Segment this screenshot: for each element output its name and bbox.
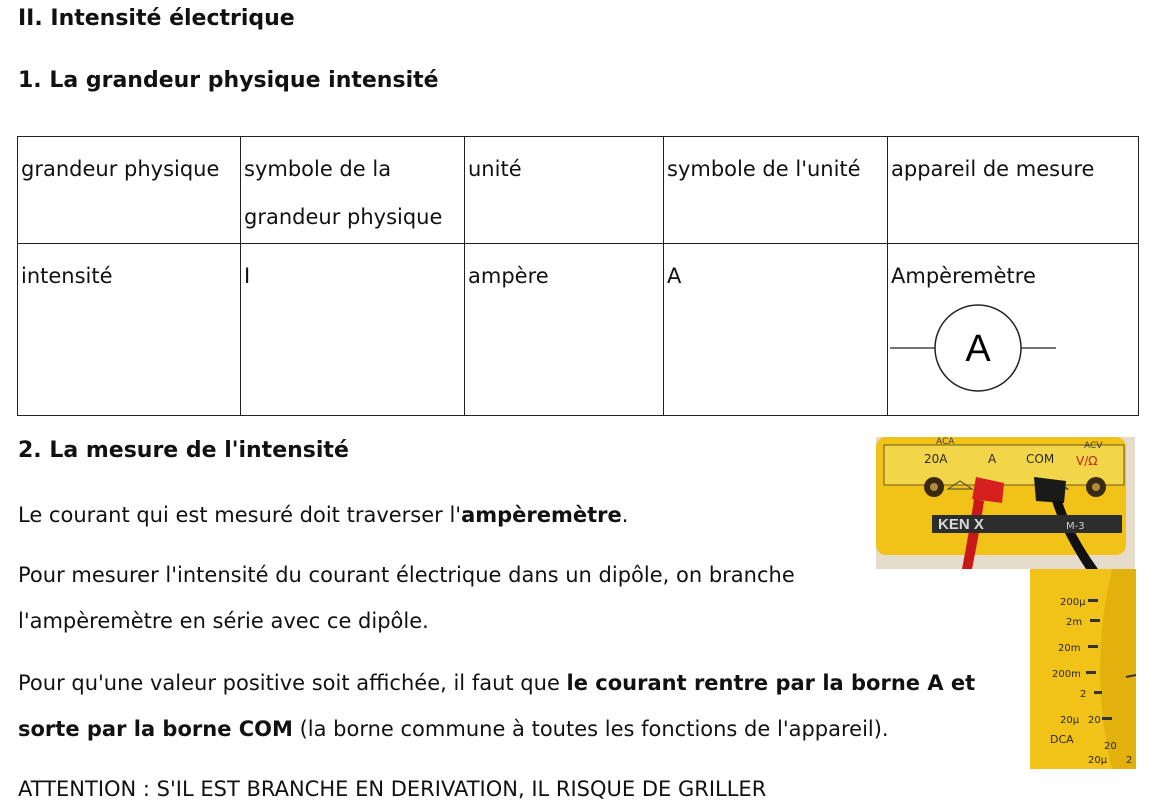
photo-label: COM [1026, 452, 1055, 466]
photo-label: 2m [1066, 617, 1083, 628]
table-header-cell: unité [465, 137, 664, 244]
bold-text: le courant rentre par la borne A et [566, 671, 976, 695]
paragraph-1 [18, 492, 628, 538]
warning-text: ATTENTION : S'IL EST BRANCHE EN DERIVATION, IL RISQUE DE GRILLER [18, 777, 767, 801]
photo-label: V/Ω [1076, 454, 1098, 468]
text-line: Pour mesurer l'intensité du courant électrique dans un dipôle, on branche [18, 563, 795, 587]
table-cell: intensité [18, 244, 241, 416]
text-line: l'ampèremètre en série avec ce dipôle. [18, 609, 429, 633]
photo-label: 2 [1126, 755, 1133, 766]
text-span: Pour qu'une valeur positive soit affichée, il faut que [18, 671, 567, 695]
table-header-cell: symbole de l'unité [664, 137, 888, 244]
multimeter-dial-photo [1030, 569, 1136, 769]
quantity-table [17, 136, 1139, 416]
table-header-cell: symbole de la grandeur physique [241, 137, 465, 244]
photo-label: 20 [1104, 741, 1117, 752]
section-heading: II. Intensité électrique [18, 6, 295, 31]
photo-label: DCA [1050, 733, 1074, 746]
text-span: (la borne commune à toutes les fonctions de l'appareil). [292, 717, 889, 741]
table-cell: A [664, 244, 888, 416]
photo-label: A [988, 452, 997, 466]
subsection-heading-2: 2. La mesure de l'intensité [18, 438, 349, 463]
table-row [18, 244, 1139, 416]
photo-label: 200µ [1060, 597, 1086, 608]
paragraph-3 [18, 660, 975, 752]
table-cell: I [241, 244, 465, 416]
photo-label: 2 [1080, 689, 1087, 700]
paragraph-2 [18, 552, 795, 644]
photo-label: 20µ [1060, 715, 1080, 726]
table-cell: Ampèremètre [888, 244, 1139, 416]
text-span: Le courant qui est mesuré doit traverser l' [18, 503, 462, 527]
bold-text: sorte par la borne COM [18, 717, 293, 741]
photo-label: 20µ [1088, 755, 1108, 766]
photo-label: 200m [1052, 669, 1081, 680]
multimeter-terminals-photo [876, 437, 1135, 569]
subsection-heading-1: 1. La grandeur physique intensité [18, 68, 439, 93]
photo-label: ACA [936, 437, 955, 447]
table-cell: ampère [465, 244, 664, 416]
photo-label: 20 [1088, 715, 1101, 726]
photo-label: 20A [924, 452, 948, 466]
photo-label: KEN X [938, 516, 984, 533]
photo-label: M-3 [1066, 521, 1085, 532]
bold-text: ampèremètre [461, 503, 622, 527]
text-span: . [621, 503, 629, 527]
table-header-cell: appareil de mesure [888, 137, 1139, 244]
table-header-row [18, 137, 1139, 244]
ammeter-symbol-letter: A [965, 328, 991, 370]
photo-label: ACV [1084, 441, 1103, 451]
table-header-cell: grandeur physique [18, 137, 241, 244]
photo-label: 20m [1058, 643, 1081, 654]
